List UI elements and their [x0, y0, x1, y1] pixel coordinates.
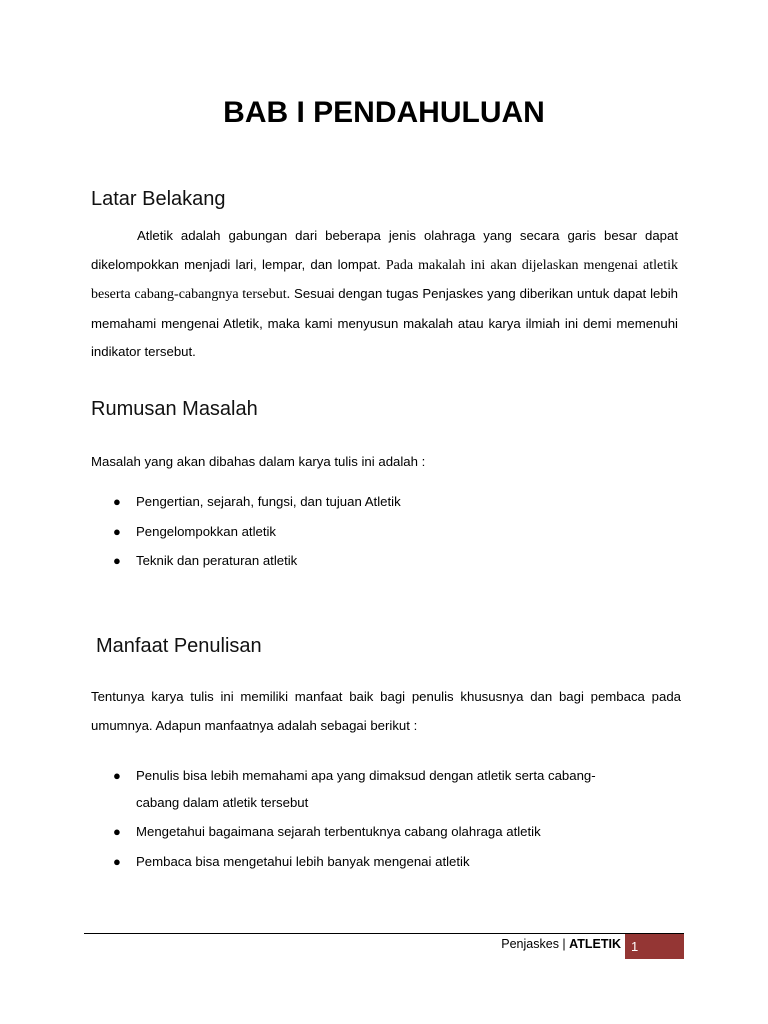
section-heading-rumusan-masalah: Rumusan Masalah [91, 398, 258, 420]
section-heading-manfaat-penulisan: Manfaat Penulisan [96, 635, 262, 657]
bullet-icon: ● [113, 768, 121, 783]
list-item [91, 524, 681, 553]
manfaat-intro: Tentunya karya tulis ini memiliki manfaat baik bagi penulis khususnya dan bagi pembaca pada umumnya. Adapun manfaatnya adalah sebagai berikut : [91, 689, 681, 733]
list-item [91, 818, 681, 845]
footer-subject: Penjaskes [501, 937, 559, 951]
footer-separator: | [558, 937, 570, 951]
page-title: BAB I PENDAHULUAN [223, 96, 545, 129]
page-number-badge: 1 [625, 934, 684, 959]
bullet-icon: ● [113, 494, 121, 509]
footer-label [501, 937, 621, 951]
latar-text-2: Pada makalah ini akan dijelaskan mengenai atletik beserta cabang-cabangnya tersebut. [91, 257, 678, 303]
latar-belakang-paragraph [91, 222, 678, 367]
latar-text-3: Sesuai dengan tugas Penjaskes yang diberikan untuk dapat lebih memahami mengenai Atletik, maka kami menyusun makalah atau karya ilmiah ini demi memenuhi indikator tersebut. [91, 286, 678, 360]
bullet-icon: ● [113, 854, 121, 869]
footer-topic: ATLETIK [569, 937, 621, 951]
list-item-text: Pengertian, sejarah, fungsi, dan tujuan Atletik [136, 494, 401, 509]
rumusan-intro: Masalah yang akan dibahas dalam karya tulis ini adalah : [91, 454, 426, 469]
list-item [91, 553, 681, 568]
list-item [91, 848, 681, 875]
list-item-text: Mengetahui bagaimana sejarah terbentuknya cabang olahraga atletik [136, 824, 541, 839]
list-item-text: Penulis bisa lebih memahami apa yang dimaksud dengan atletik serta cabang-cabang dalam atletik tersebut [136, 768, 596, 810]
list-item [91, 762, 681, 816]
list-item-text: Pengelompokkan atletik [136, 524, 277, 539]
bullet-icon: ● [113, 553, 121, 568]
manfaat-list [91, 762, 681, 875]
footer-divider [84, 933, 684, 934]
list-item [91, 494, 681, 524]
bullet-icon: ● [113, 824, 121, 839]
section-heading-latar-belakang: Latar Belakang [91, 188, 226, 210]
latar-text-1: Atletik adalah gabungan dari beberapa jenis olahraga yang secara garis besar dapat dikelompokkan menjadi lari, lempar, dan lompat. [91, 228, 678, 272]
rumusan-list [91, 494, 681, 568]
list-item-text: Teknik dan peraturan atletik [136, 553, 298, 568]
bullet-icon: ● [113, 524, 121, 539]
list-item-text: Pembaca bisa mengetahui lebih banyak mengenai atletik [136, 854, 470, 869]
